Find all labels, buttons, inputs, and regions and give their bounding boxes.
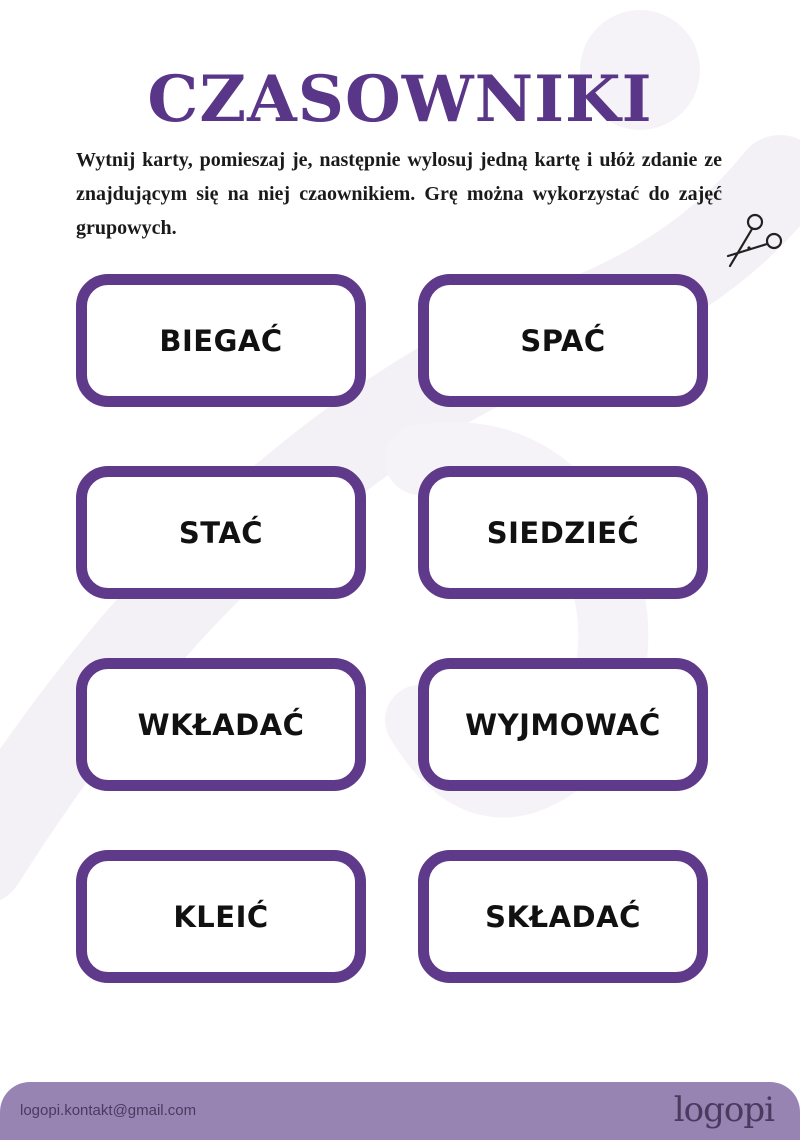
verb-card [418, 274, 708, 407]
verb-card-label: BIEGAĆ [159, 323, 283, 358]
scissors-icon [722, 208, 788, 274]
verb-card-label: KLEIĆ [173, 899, 269, 934]
footer-bar [0, 1082, 800, 1140]
verb-card [76, 850, 366, 983]
page-title: CZASOWNIKI [147, 62, 653, 137]
verb-card-label: SPAĆ [520, 323, 606, 358]
verb-card-label: WKŁADAĆ [137, 707, 305, 742]
verb-card [76, 658, 366, 791]
verb-card [76, 274, 366, 407]
verb-card [418, 658, 708, 791]
verb-card-label: SKŁADAĆ [485, 899, 641, 934]
verb-card-label: WYJMOWAĆ [465, 707, 661, 742]
footer-email: logopi.kontakt@gmail.com [20, 1102, 197, 1119]
instructions-text: Wytnij karty, pomieszaj je, następnie wylosuj jedną kartę i ułóż zdanie ze znajdującym się na niej czaownikiem. Grę można wykorzystać do zajęć grupowych. [76, 149, 722, 239]
verb-card [418, 850, 708, 983]
verb-card [418, 466, 708, 599]
verb-card [76, 466, 366, 599]
footer-logo: logopi [673, 1090, 774, 1130]
verb-card-label: SIEDZIEĆ [486, 515, 640, 550]
verb-card-label: STAĆ [178, 515, 264, 550]
